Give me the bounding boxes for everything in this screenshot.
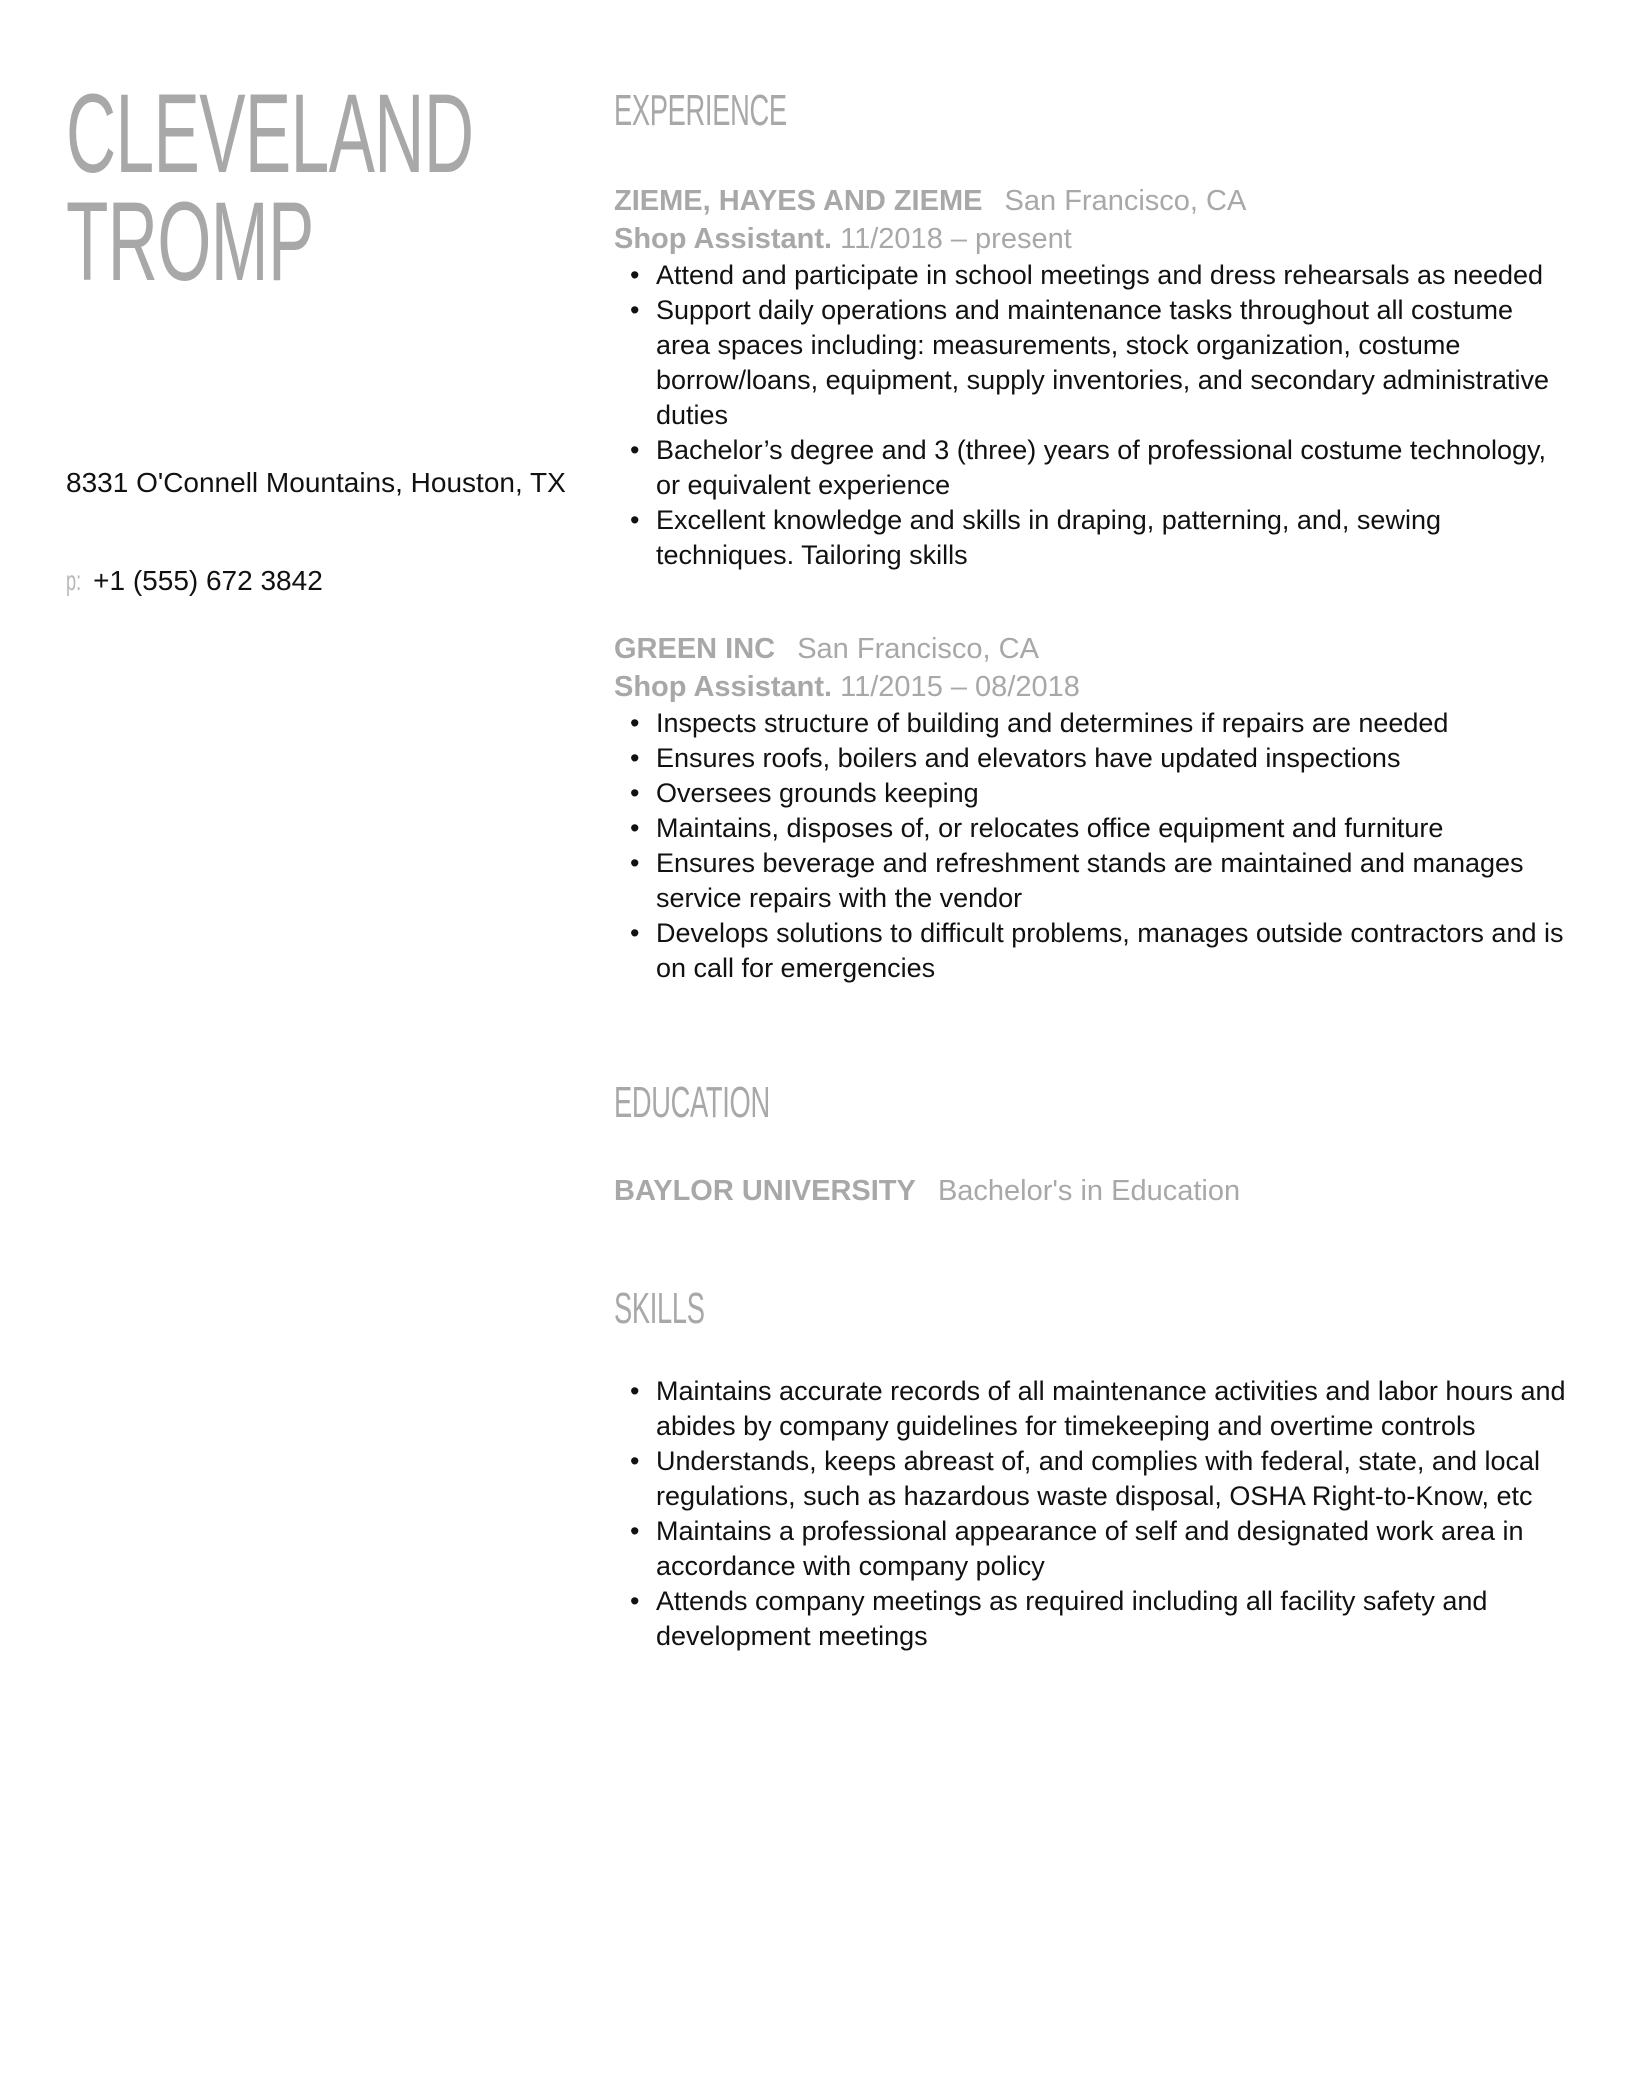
school-name: BAYLOR UNIVERSITY [614, 1175, 916, 1207]
job-header [614, 630, 1574, 668]
bullet-item: • Ensures roofs, boilers and elevators have updated inspections [614, 741, 1574, 776]
education-entry [614, 1172, 1240, 1210]
bullet-item: • Bachelor’s degree and 3 (three) years of professional costume technology, or equivalent experience [614, 433, 1574, 503]
employer-name: GREEN INC [614, 633, 776, 665]
address: 8331 O'Connell Mountains, Houston, TX [66, 467, 566, 498]
skills-heading: SKILLS [614, 1284, 705, 1333]
job-dates: 11/2015 – 08/2018 [840, 671, 1080, 703]
degree: Bachelor's in Education [937, 1175, 1241, 1207]
bullet-item: • Ensures beverage and refreshment stands are maintained and manages service repairs with the vendor [614, 846, 1574, 916]
bullet-item: • Maintains, disposes of, or relocates office equipment and furniture [614, 811, 1574, 846]
skill-item: • Attends company meetings as required including all facility safety and development meetings [614, 1584, 1574, 1654]
job-dates: 11/2018 – present [840, 223, 1072, 255]
phone-line [66, 562, 323, 600]
job-bullets [614, 706, 1574, 986]
job-header [614, 182, 1574, 220]
bullet-item: • Excellent knowledge and skills in draping, patterning, and, sewing techniques. Tailoring skills [614, 503, 1574, 573]
first-name: CLEVELAND [66, 71, 474, 196]
bullet-item: • Oversees grounds keeping [614, 776, 1574, 811]
job-entry [614, 182, 1574, 573]
bullet-item: • Develops solutions to difficult problems, manages outside contractors and is on call for emergencies [614, 916, 1574, 986]
skill-item: • Understands, keeps abreast of, and complies with federal, state, and local regulations, such as hazardous waste disposal, OSHA Right-to-Know, etc [614, 1444, 1574, 1514]
last-name: TROMP [66, 179, 314, 304]
employer-name: ZIEME, HAYES AND ZIEME [614, 185, 983, 217]
phone-number: +1 (555) 672 3842 [93, 565, 323, 596]
bullet-item: • Attend and participate in school meetings and dress rehearsals as needed [614, 258, 1574, 293]
name-block [66, 71, 566, 304]
skills-list [614, 1374, 1574, 1654]
job-bullets [614, 258, 1574, 573]
job-title: Shop Assistant. [614, 671, 833, 703]
job-location: San Francisco, CA [1004, 185, 1247, 217]
job-location: San Francisco, CA [797, 633, 1039, 665]
skill-item: • Maintains accurate records of all maintenance activities and labor hours and abides by company guidelines for timekeeping and overtime controls [614, 1374, 1574, 1444]
skills-bullets [614, 1374, 1574, 1654]
bullet-item: • Inspects structure of building and determines if repairs are needed [614, 706, 1574, 741]
experience-heading: EXPERIENCE [614, 86, 787, 135]
phone-label: p: [66, 565, 82, 596]
job-title-line [614, 220, 1574, 258]
job-title-line [614, 668, 1574, 706]
education-heading: EDUCATION [614, 1078, 770, 1127]
bullet-item: • Support daily operations and maintenance tasks throughout all costume area spaces including: measurements, stock organization, costume borrow/loans, equipment, supply inventories, and secondary administrative duties [614, 293, 1574, 433]
job-entry [614, 630, 1574, 986]
skill-item: • Maintains a professional appearance of self and designated work area in accordance with company policy [614, 1514, 1574, 1584]
job-title: Shop Assistant. [614, 223, 833, 255]
